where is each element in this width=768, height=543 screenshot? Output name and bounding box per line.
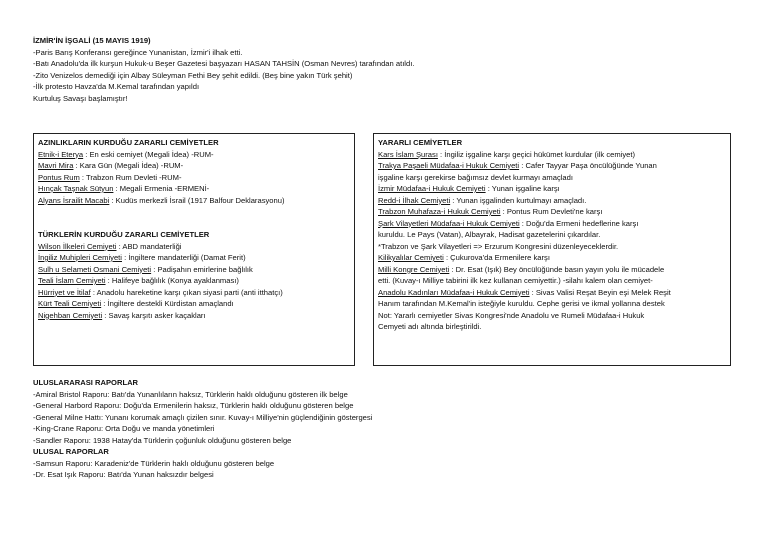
list-item bbox=[38, 252, 350, 264]
report-line: -Amiral Bristol Raporu: Batı'da Yunanlıların haksız, Türklerin haklı olduğunu gösteren ilk belge bbox=[33, 389, 348, 399]
list-item bbox=[378, 310, 726, 322]
occupation-line: -İlk protesto Havza'da M.Kemal tarafından yapıldı bbox=[33, 82, 200, 91]
occupation-line: -Batı Anadolu'da ilk kurşun Hukuk-u Beşer Gazetesi başyazarı HASAN TAHSİN (Osman Nevres) tarafından atıldı. bbox=[33, 59, 415, 68]
society-desc: : Doğu'da Ermeni hedeflerine karşı bbox=[519, 218, 639, 228]
list-item bbox=[38, 183, 350, 195]
list-item bbox=[378, 241, 726, 253]
society-name: Kürt Teali Cemiyeti bbox=[38, 299, 102, 308]
society-desc: : Yunan işgalinden kurtulmayı amaçladı. bbox=[450, 195, 587, 205]
report-line: -King-Crane Raporu: Orta Doğu ve manda yönetimleri bbox=[33, 424, 215, 433]
society-desc: etti. (Kuvay-ı Milliye tabirini ilk kez kullanan cemiyettir.) -silahı kalem olan cemiyet- bbox=[378, 276, 653, 285]
society-desc: : Çukurova'da Ermenilere karşı bbox=[443, 253, 550, 262]
national-reports-title: ULUSAL RAPORLAR bbox=[33, 447, 109, 456]
list-item bbox=[378, 298, 726, 310]
list-item bbox=[38, 241, 350, 253]
turkish-societies-title: TÜRKLERİN KURDUĞU ZARARLI CEMİYETLER bbox=[38, 230, 210, 239]
society-name: Anadolu Kadınları Müdafaa-i Hukuk Cemiyeti bbox=[378, 287, 530, 297]
list-item bbox=[378, 160, 726, 172]
society-desc: : Kudüs merkezli İsrail (1917 Balfour Deklarasyonu) bbox=[109, 195, 285, 205]
occupation-title: İZMİR'İN İŞGALİ (15 MAYIS 1919) bbox=[33, 36, 151, 45]
society-name: Kilikyalılar Cemiyeti bbox=[378, 253, 444, 262]
occupation-section bbox=[33, 35, 733, 104]
occupation-line: -Paris Barış Konferansı gereğince Yunanistan, İzmir'i ilhak etti. bbox=[33, 47, 243, 57]
occupation-line: -Zito Venizelos demediği için Albay Süleyman Fethi Bey şehit edildi. (Beş bine yakın Türk şehit) bbox=[33, 70, 353, 80]
list-item bbox=[38, 172, 350, 184]
list-item bbox=[378, 229, 726, 241]
useful-societies-title: YARARLI CEMİYETLER bbox=[378, 138, 463, 147]
society-desc: : Sivas Valisi Reşat Beyin eşi Melek Reşit bbox=[529, 287, 671, 297]
list-item bbox=[378, 321, 726, 333]
list-item bbox=[38, 298, 350, 310]
list-item bbox=[378, 183, 726, 195]
list-item bbox=[38, 264, 350, 276]
society-name: Alyans İsrailit Macabi bbox=[38, 195, 110, 205]
report-line: -Sandler Raporu: 1938 Hatay'da Türklerin çoğunluk olduğunu gösteren belge bbox=[33, 435, 292, 445]
harmful-societies-box bbox=[33, 133, 355, 366]
society-desc: : Anadolu hareketine karşı çıkan siyasi parti (anti itthatçı) bbox=[90, 287, 283, 297]
list-item bbox=[38, 160, 350, 172]
report-line: -Dr. Esat Işık Raporu: Batı'da Yunan haksızdır belgesi bbox=[33, 470, 214, 479]
occupation-line: Kurtuluş Savaşı başlamıştır! bbox=[33, 93, 128, 103]
minority-societies-title: AZINLIKLARIN KURDUĞU ZARARLI CEMİYETLER bbox=[38, 138, 219, 147]
society-desc: : İngiltere mandaterliği (Damat Ferit) bbox=[121, 253, 246, 262]
society-desc: işgaline karşı gerekirse bağımsız devlet kurmayı amaçladı bbox=[378, 172, 573, 182]
spacer bbox=[38, 218, 350, 230]
society-desc: : Savaş karşıtı asker kaçakları bbox=[102, 310, 206, 320]
society-name: Teali İslam Cemiyeti bbox=[38, 276, 106, 285]
society-desc: : Cafer Tayyar Paşa öncülüğünde Yunan bbox=[519, 161, 657, 170]
society-desc: : En eski cemiyet (Megali İdea) -RUM- bbox=[83, 149, 214, 159]
society-name: Milli Kongre Cemiyeti bbox=[378, 264, 450, 274]
society-name: Mavri Mira bbox=[38, 161, 74, 170]
report-line: -General Harbord Raporu: Doğu'da Ermenilerin haksız, Türklerin haklı olduğunu gösteren belge bbox=[33, 401, 354, 410]
society-desc: : Trabzon Rum Devleti -RUM- bbox=[79, 172, 182, 182]
society-desc: *Trabzon ve Şark Vilayetleri => Erzurum Kongresini düzenleyeceklerdir. bbox=[378, 241, 619, 251]
list-item bbox=[378, 252, 726, 264]
society-name: Nigehban Cemiyeti bbox=[38, 310, 103, 320]
list-item bbox=[378, 218, 726, 230]
society-name: Redd-i İlhak Cemiyeti bbox=[378, 195, 451, 205]
list-item bbox=[38, 149, 350, 161]
list-item bbox=[378, 172, 726, 184]
useful-societies-box bbox=[373, 133, 731, 366]
international-reports-title: ULUSLARARASI RAPORLAR bbox=[33, 378, 139, 387]
list-item bbox=[378, 195, 726, 207]
society-name: Trabzon Muhafaza-i Hukuk Cemiyeti bbox=[378, 207, 501, 216]
report-line: -Samsun Raporu: Karadeniz'de Türklerin haklı olduğunu gösteren belge bbox=[33, 458, 275, 468]
society-name: Pontus Rum bbox=[38, 172, 80, 182]
society-name: Hürriyet ve İtilaf bbox=[38, 287, 91, 297]
society-desc: : Megali Ermenia -ERMENİ- bbox=[113, 184, 210, 193]
society-desc: : Kara Gün (Megali İdea) -RUM- bbox=[73, 161, 184, 170]
society-name: Kars İslam Şurası bbox=[378, 149, 438, 159]
society-name: Wilson İlkeleri Cemiyeti bbox=[38, 241, 117, 251]
society-desc: : Halifeye bağlılık (Konya ayaklanması) bbox=[105, 276, 239, 285]
spacer bbox=[38, 206, 350, 218]
society-desc: : Pontus Rum Devleti'ne karşı bbox=[500, 207, 603, 216]
list-item bbox=[38, 310, 350, 322]
society-desc: Hanım tarafından M.Kemal'in isteğiyle kuruldu. Cephe gerisi ve ikmal yollarına destek bbox=[378, 299, 665, 308]
society-desc: Not: Yararlı cemiyetler Sivas Kongresi'nde Anadolu ve Rumeli Müdafaa-i Hukuk bbox=[378, 310, 645, 320]
society-name: Hınçak Taşnak Sütyun bbox=[38, 184, 114, 193]
society-desc: Cemyeti adı altında birleştirildi. bbox=[378, 322, 482, 331]
list-item bbox=[38, 195, 350, 207]
society-desc: : Yunan işgaline karşı bbox=[485, 184, 560, 193]
society-desc: : İngiltere destekli Kürdistan amaçlandı bbox=[101, 299, 234, 308]
society-desc: : İngiliz işgaline karşı geçici hükümet kurdular (ilk cemiyet) bbox=[437, 149, 636, 159]
society-desc: kuruldu. Le Pays (Vatan), Albayrak, Hadisat gazetelerini çıkardılar. bbox=[378, 230, 601, 239]
society-desc: : ABD mandaterliği bbox=[116, 241, 182, 251]
society-name: İngiliz Muhipleri Cemiyeti bbox=[38, 253, 122, 262]
report-line: -General Milne Hattı: Yunanı korumak amaçlı çizilen sınır. Kuvay-ı Milliye'nin güçlendiğinin göstergesi bbox=[33, 412, 373, 422]
list-item bbox=[38, 287, 350, 299]
reports-section bbox=[33, 377, 733, 481]
list-item bbox=[378, 264, 726, 276]
society-name: İzmir Müdafaa-i Hukuk Cemiyeti bbox=[378, 184, 486, 193]
list-item bbox=[378, 275, 726, 287]
society-name: Sulh u Selameti Osmani Cemiyeti bbox=[38, 264, 152, 274]
society-name: Şark Vilayetleri Müdafaa-i Hukuk Cemiyeti bbox=[378, 218, 520, 228]
society-desc: : Padişahın emirlerine bağlılık bbox=[151, 264, 253, 274]
list-item bbox=[378, 287, 726, 299]
society-desc: : Dr. Esat (Işık) Bey öncülüğünde basın yayın yolu ile mücadele bbox=[449, 264, 665, 274]
list-item bbox=[38, 275, 350, 287]
society-name: Trakya Paşaeli Müdafaa-i Hukuk Cemiyeti bbox=[378, 161, 520, 170]
society-name: Etnik-i Eterya bbox=[38, 149, 84, 159]
list-item bbox=[378, 206, 726, 218]
list-item bbox=[378, 149, 726, 161]
